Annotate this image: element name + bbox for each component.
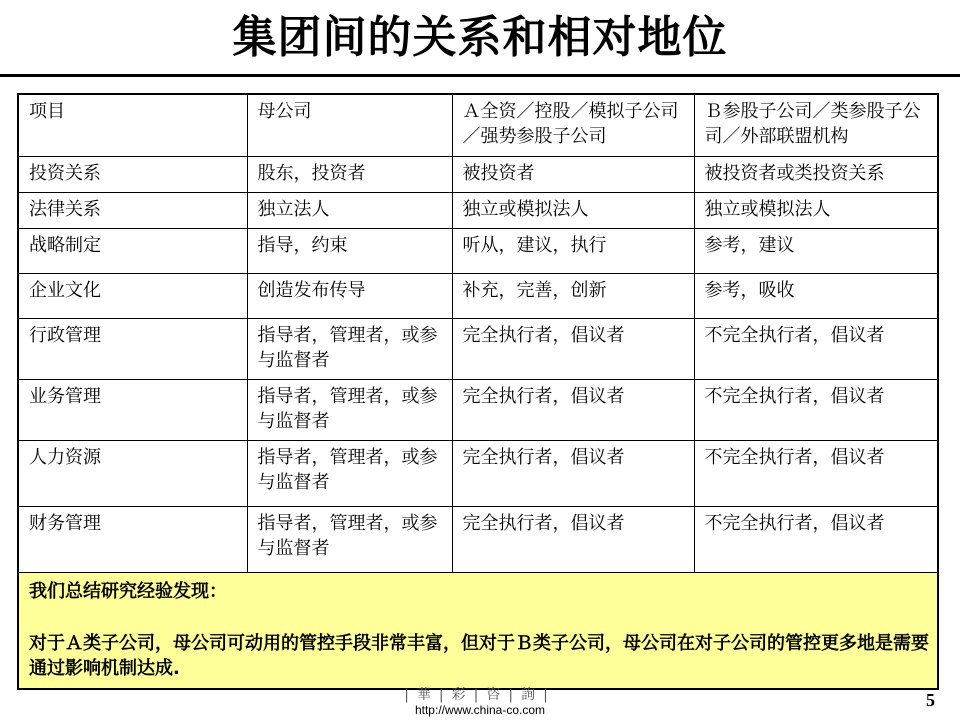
header-cell-type-b: Ｂ参股子公司／类参股子公司／外部联盟机构 <box>694 95 937 156</box>
table-cell: 完全执行者，倡议者 <box>452 440 694 506</box>
table-cell: 不完全执行者，倡议者 <box>694 379 937 440</box>
table-row <box>19 440 937 506</box>
table-row <box>19 379 937 440</box>
slide-title: 集团间的关系和相对地位 <box>232 12 728 63</box>
table-cell: 完全执行者，倡议者 <box>452 318 694 379</box>
table-cell: 股东，投资者 <box>247 156 452 192</box>
row-label: 人力资源 <box>19 440 247 506</box>
table-cell: 补充，完善，创新 <box>452 273 694 318</box>
row-label: 财务管理 <box>19 506 247 572</box>
table-cell: 独立或模拟法人 <box>694 192 937 228</box>
row-label: 法律关系 <box>19 192 247 228</box>
table-cell: 独立法人 <box>247 192 452 228</box>
table-cell: 指导，约束 <box>247 228 452 273</box>
title-divider <box>0 74 960 77</box>
table-cell: 指导者，管理者，或参与监督者 <box>247 506 452 572</box>
table-row <box>19 156 937 192</box>
table-cell: 指导者，管理者，或参与监督者 <box>247 440 452 506</box>
table-row <box>19 192 937 228</box>
table-cell: 参考，建议 <box>694 228 937 273</box>
table-cell: 完全执行者，倡议者 <box>452 379 694 440</box>
table-cell: 独立或模拟法人 <box>452 192 694 228</box>
table-cell: 参考，吸收 <box>694 273 937 318</box>
table-cell: 完全执行者，倡议者 <box>452 506 694 572</box>
table-row <box>19 228 937 273</box>
table-row <box>19 318 937 379</box>
page-number: 5 <box>926 690 935 710</box>
table-header-row <box>19 95 937 156</box>
row-label: 投资关系 <box>19 156 247 192</box>
company-logo-text: |華|彩|咨|詢| <box>404 687 556 703</box>
summary-body: 对于Ａ类子公司，母公司可动用的管控手段非常丰富，但对于Ｂ类子公司，母公司在对子公司的管控更多地是需要通过影响机制达成. <box>29 632 929 679</box>
company-url: http://www.china-co.com <box>414 703 546 717</box>
table-cell: 指导者，管理者，或参与监督者 <box>247 379 452 440</box>
relationship-table <box>17 93 939 690</box>
summary-row <box>19 572 937 688</box>
table-cell: 被投资者 <box>452 156 694 192</box>
table-row <box>19 506 937 572</box>
summary-heading: 我们总结研究经验发现： <box>29 580 227 602</box>
header-cell-type-a: Ａ全资／控股／模拟子公司／强势参股子公司 <box>452 95 694 156</box>
table-cell: 不完全执行者，倡议者 <box>694 318 937 379</box>
table-cell: 创造发布传导 <box>247 273 452 318</box>
table-cell: 听从，建议，执行 <box>452 228 694 273</box>
row-label: 战略制定 <box>19 228 247 273</box>
summary-cell <box>19 572 937 688</box>
table-cell: 指导者，管理者，或参与监督者 <box>247 318 452 379</box>
table-row <box>19 273 937 318</box>
header-cell-item: 项目 <box>19 95 247 156</box>
relationship-table-grid <box>19 95 937 688</box>
row-label: 企业文化 <box>19 273 247 318</box>
table-cell: 不完全执行者，倡议者 <box>694 440 937 506</box>
header-cell-parent: 母公司 <box>247 95 452 156</box>
table-cell: 被投资者或类投资关系 <box>694 156 937 192</box>
row-label: 行政管理 <box>19 318 247 379</box>
table-cell: 不完全执行者，倡议者 <box>694 506 937 572</box>
row-label: 业务管理 <box>19 379 247 440</box>
